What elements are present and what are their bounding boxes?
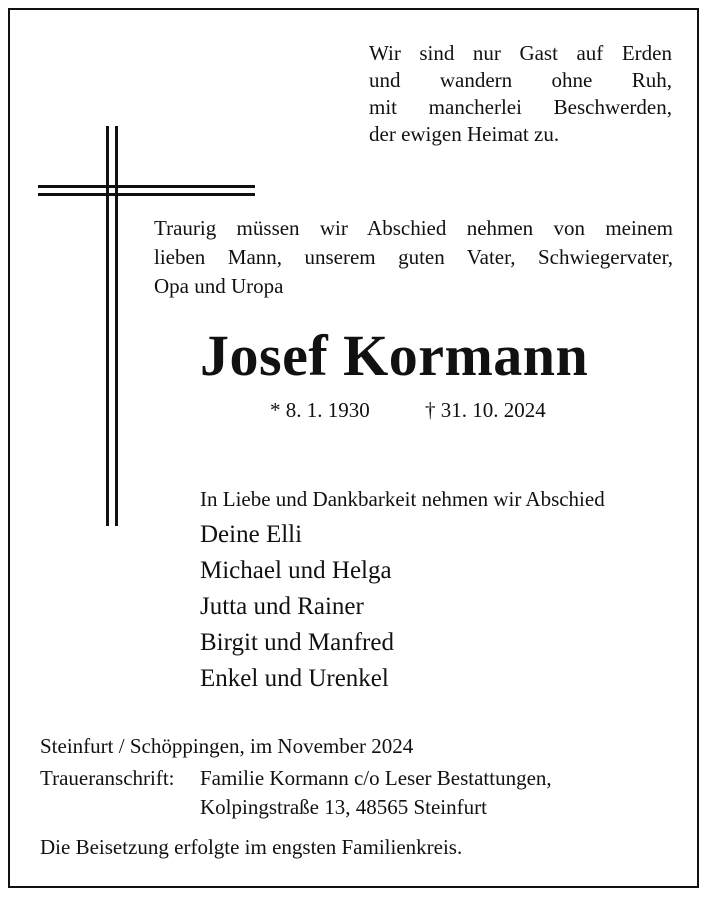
burial-note: Die Beisetzung erfolgte im engsten Familienkreis. <box>40 835 463 859</box>
place-date: Steinfurt / Schöppingen, im November 2024 <box>40 734 414 758</box>
mourners-list <box>200 517 394 697</box>
intro-text <box>154 214 673 301</box>
mourner-name: Birgit und Manfred <box>200 629 394 656</box>
cross-horizontal-bar <box>38 185 255 188</box>
mourner-name: Michael und Helga <box>200 557 392 584</box>
poem-line: mit mancherlei Beschwerden, <box>369 95 672 119</box>
farewell-text: In Liebe und Dankbarkeit nehmen wir Abschied <box>200 487 605 511</box>
birth-date: * 8. 1. 1930 <box>270 398 370 422</box>
poem-line: Wir sind nur Gast auf Erden <box>369 41 672 65</box>
address-line: Kolpingstraße 13, 48565 Steinfurt <box>200 795 487 819</box>
address-label: Traueranschrift: <box>40 766 175 790</box>
poem-line: der ewigen Heimat zu. <box>369 122 560 146</box>
mourner-name: Deine Elli <box>200 521 303 548</box>
intro-line: Opa und Uropa <box>154 274 284 298</box>
death-date: † 31. 10. 2024 <box>425 398 546 422</box>
mourner-name: Enkel und Urenkel <box>200 665 389 692</box>
poem-line: und wandern ohne Ruh, <box>369 68 672 92</box>
deceased-name: Josef Kormann <box>200 323 589 388</box>
intro-line: lieben Mann, unserem guten Vater, Schwiegervater, <box>154 245 673 269</box>
poem <box>369 40 672 148</box>
cross-horizontal-bar <box>38 193 255 196</box>
address-line: Familie Kormann c/o Leser Bestattungen, <box>200 766 552 790</box>
intro-line: Traurig müssen wir Abschied nehmen von meinem <box>154 216 673 240</box>
mourner-name: Jutta und Rainer <box>200 593 364 620</box>
